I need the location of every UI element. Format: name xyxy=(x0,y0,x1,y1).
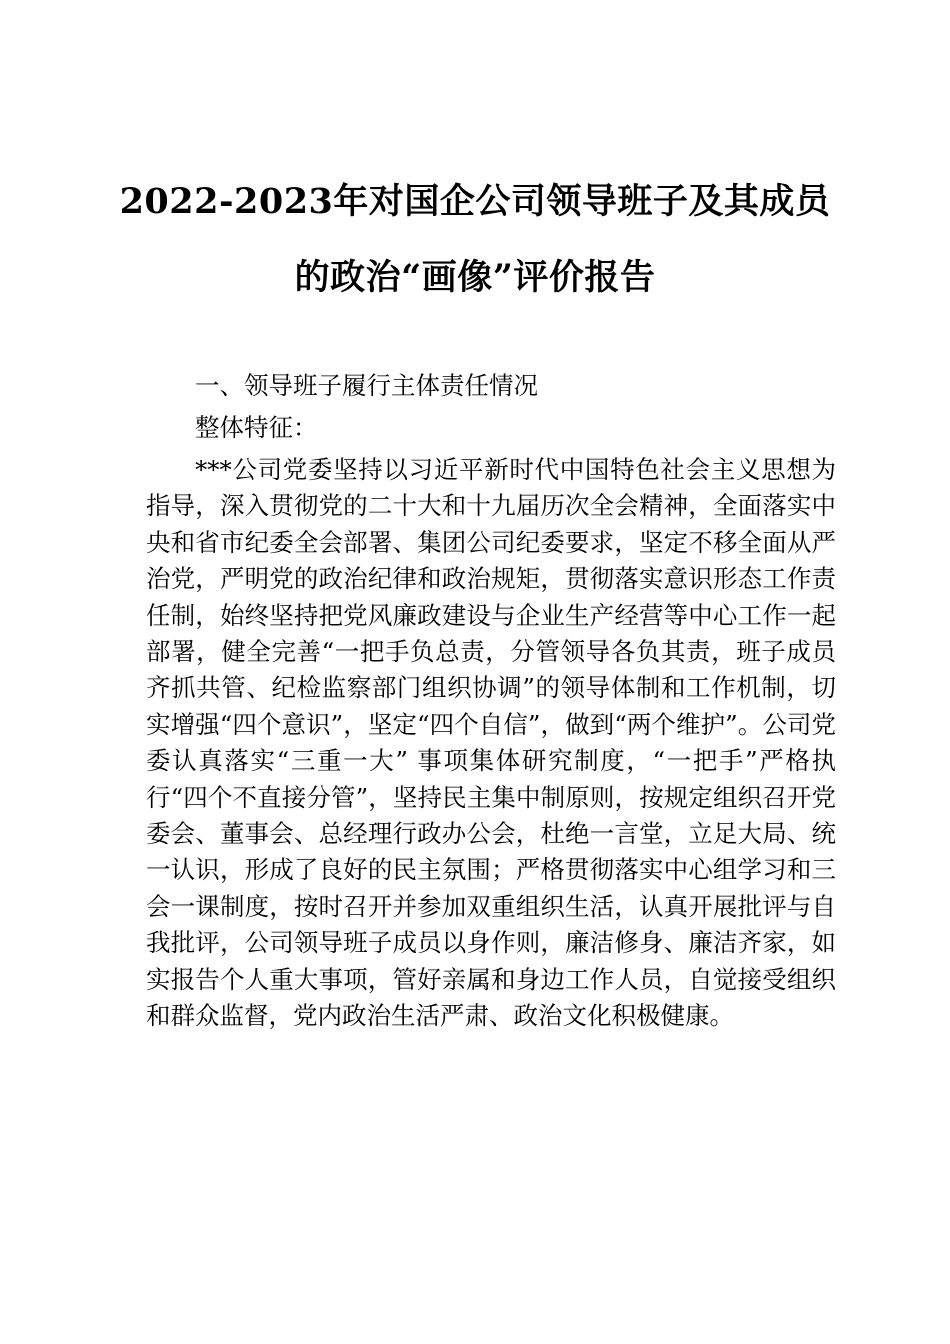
document-title-line-1: 2022-2023年对国企公司领导班子及其成员 xyxy=(119,181,831,222)
section-heading: 一、领导班子履行主体责任情况 xyxy=(195,371,538,400)
document-title-line-2: 的政治“画像”评价报告 xyxy=(294,257,656,298)
subheading: 整体特征： xyxy=(195,413,318,442)
body-paragraph: ***公司党委坚持以习近平新时代中国特色社会主义思想为指导，深入贯彻党的二十大和十九届历次全会精神，全面落实中央和省市纪委全会部署、集团公司纪委要求，坚定不移全面从严治党，严明党的政治纪律和政治规矩，贯彻落实意识形态工作责任制，始终坚持把党风廉政建设与企业生产经营等中心工作一起部署，健全完善“一把手负总责，分管领导各负其责，班子成员齐抓共管、纪检监察部门组织协调”的领导体制和工作机制，切实增强“四个意识”，坚定“四个自信”，做到“两个维护”。公司党委认真落实“三重一大” 事项集体研究制度，“一把手”严格执行“四个不直接分管”，坚持民主集中制原则，按规定组织召开党委会、董事会、总经理行政办公会，杜绝一言堂，立足大局、统一认识，形成了良好的民主氛围；严格贯彻落实中心组学习和三会一课制度，按时召开并参加双重组织生活，认真开展批评与自我批评，公司领导班子成员以身作则，廉洁修身、廉洁齐家，如实报告个人重大事项，管好亲属和身边工作人员，自觉接受组织和群众监督，党内政治生活严肃、政治文化积极健康。 xyxy=(146,455,836,1031)
